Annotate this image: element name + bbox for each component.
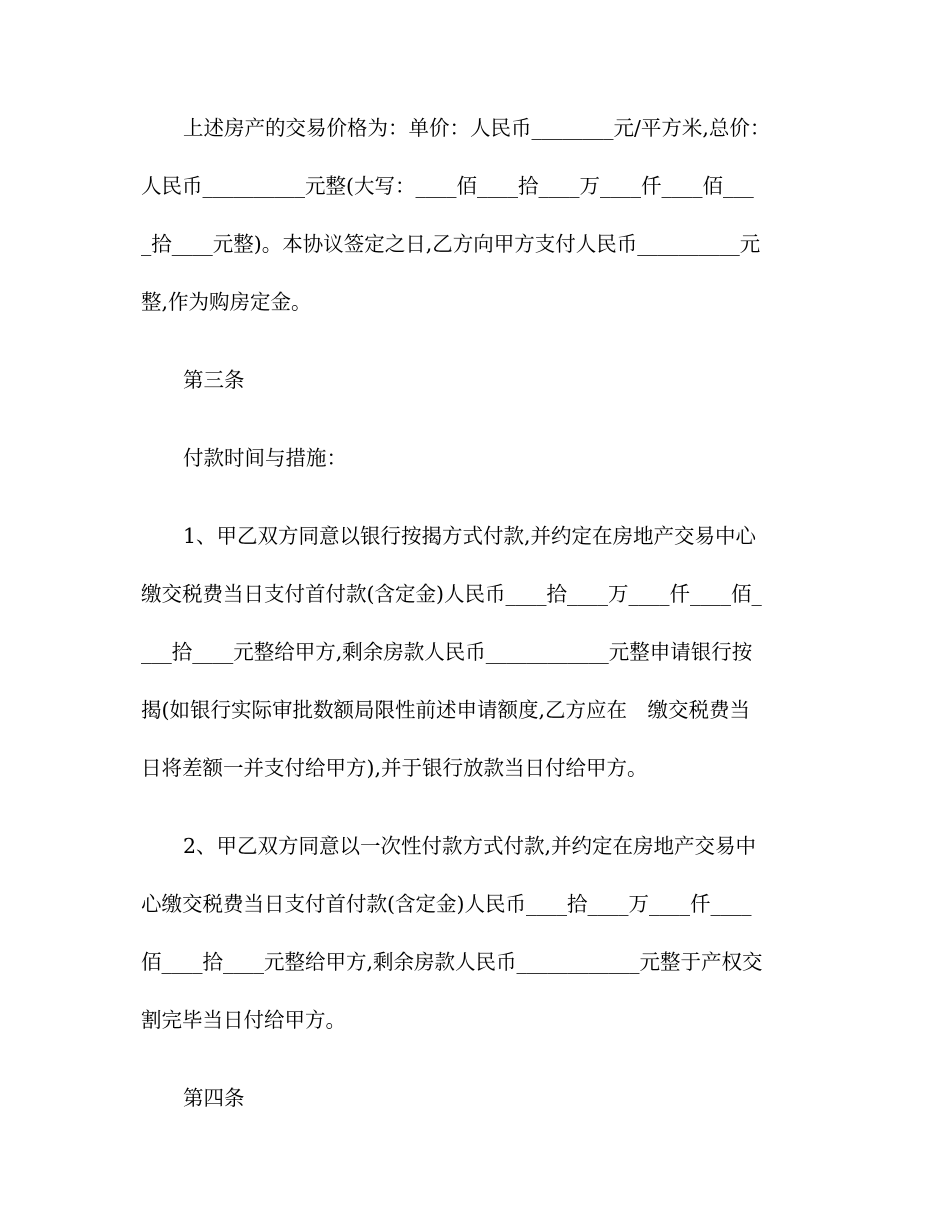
paragraph-line: 2、甲乙双方同意以一次性付款方式付款,并约定在房地产交易中 xyxy=(183,834,757,858)
section-heading: 付款时间与措施： xyxy=(183,446,347,470)
paragraph-line: 整,作为购房定金。 xyxy=(141,290,312,314)
paragraph-line: 佰____拾____元整给甲方,剩余房款人民币____________元整于产权交 xyxy=(141,950,763,974)
paragraph-line: 缴交税费当日支付首付款(含定金)人民币____拾____万____仟____佰_ xyxy=(141,582,762,606)
paragraph-line: ___拾____元整给甲方,剩余房款人民币____________元整申请银行按 xyxy=(141,640,753,664)
paragraph-line: 心缴交税费当日支付首付款(含定金)人民币____拾____万____仟____ xyxy=(141,892,752,916)
paragraph-line: 揭(如银行实际审批数额局限性前述申请额度,乙方应在 缴交税费当 xyxy=(141,698,751,722)
paragraph-line: 上述房产的交易价格为：单价：人民币________元/平方米,总价： xyxy=(183,116,771,140)
article-heading: 第三条 xyxy=(183,368,245,392)
paragraph-line: 日将差额一并支付给甲方),并于银行放款当日付给甲方。 xyxy=(141,756,648,780)
paragraph-line: 割完毕当日付给甲方。 xyxy=(141,1008,346,1032)
paragraph-line: 人民币__________元整(大写：____佰____拾____万____仟____佰___ xyxy=(141,174,754,198)
paragraph-line: _拾____元整)。本协议签定之日,乙方向甲方支付人民币__________元 xyxy=(141,232,761,256)
article-heading: 第四条 xyxy=(183,1086,245,1110)
paragraph-line: 1、甲乙双方同意以银行按揭方式付款,并约定在房地产交易中心 xyxy=(183,524,757,548)
